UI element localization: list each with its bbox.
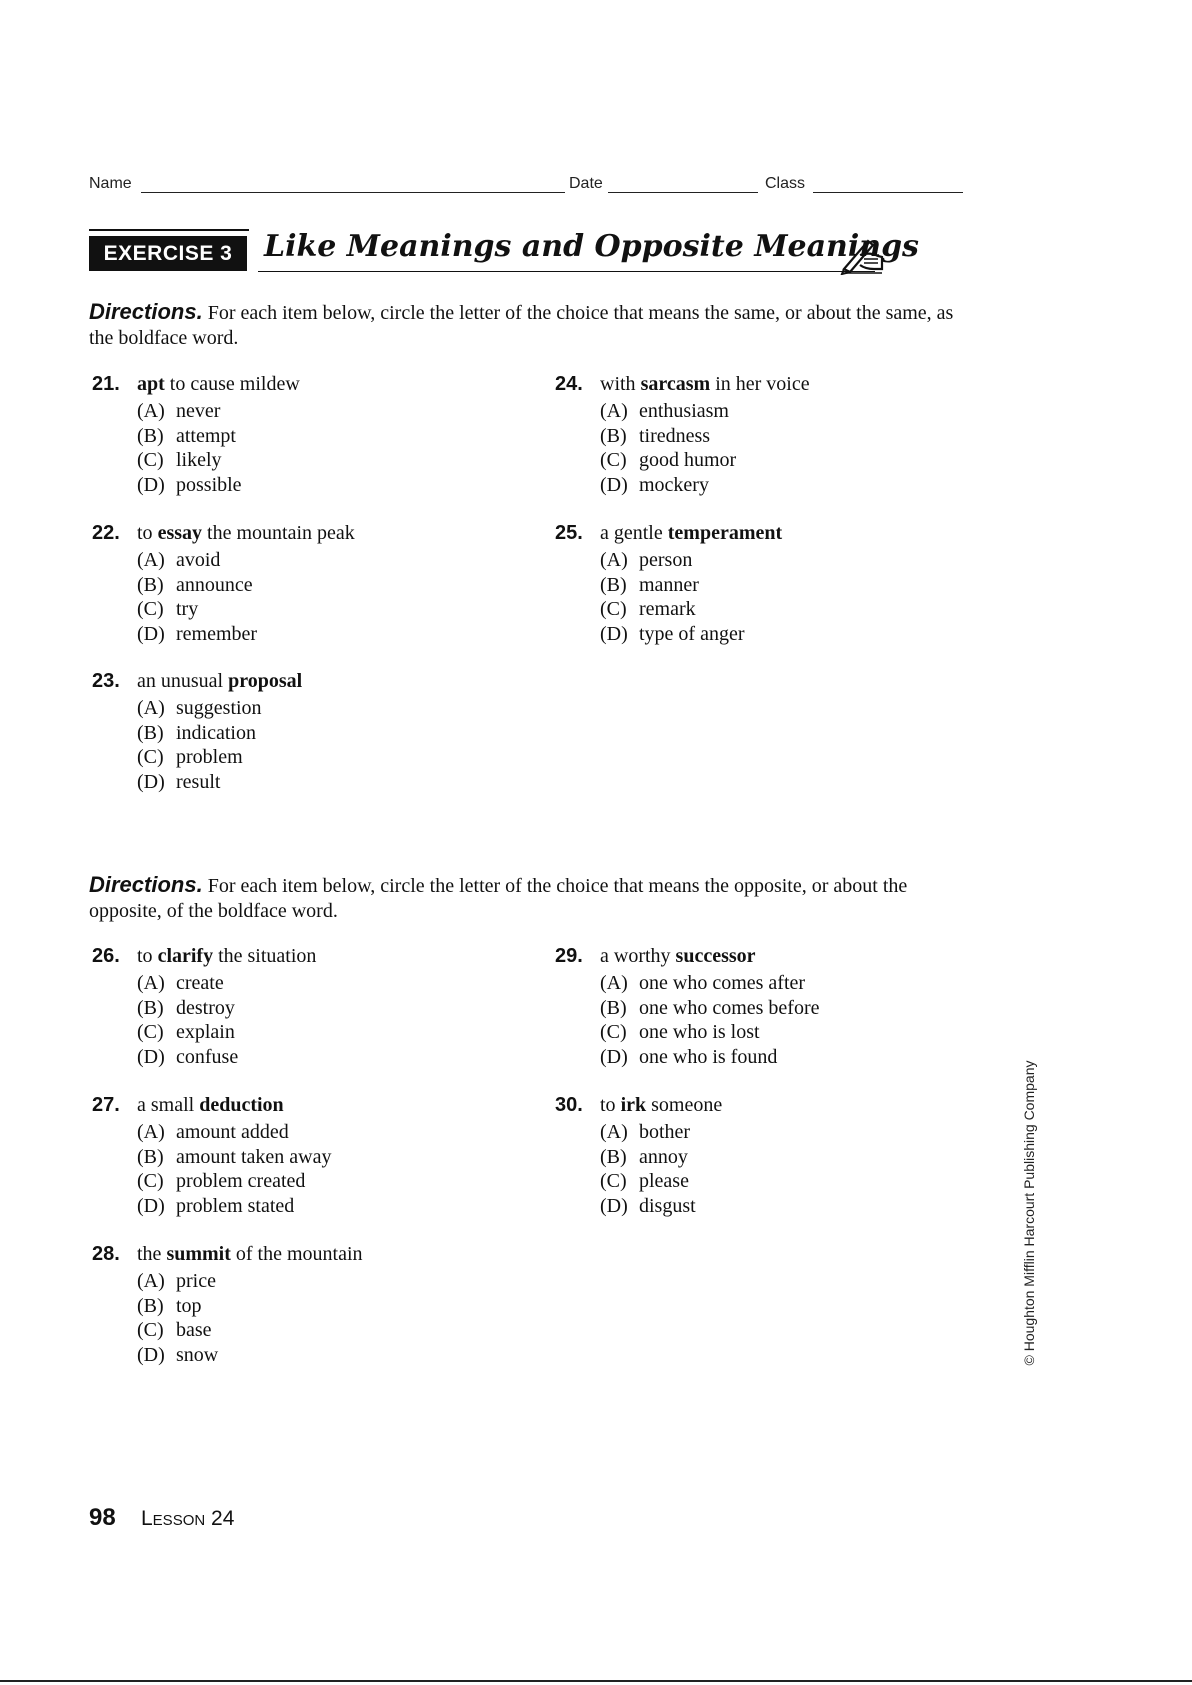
choice-letter[interactable]: (C) bbox=[137, 746, 164, 769]
choice-text: top bbox=[176, 1294, 202, 1317]
question-number: 21. bbox=[92, 373, 120, 395]
choice-text: possible bbox=[176, 473, 242, 496]
choice-text: annoy bbox=[639, 1145, 688, 1168]
choice-letter[interactable]: (C) bbox=[600, 1170, 627, 1193]
answer-choice[interactable] bbox=[137, 448, 522, 473]
answer-choice[interactable] bbox=[137, 399, 522, 424]
choice-letter[interactable]: (B) bbox=[137, 1294, 164, 1317]
choice-letter[interactable]: (D) bbox=[137, 1045, 165, 1068]
boldface-word: summit bbox=[166, 1243, 231, 1265]
boldface-word: clarify bbox=[157, 945, 214, 967]
choice-text: tiredness bbox=[639, 424, 711, 447]
choice-letter[interactable]: (B) bbox=[600, 996, 627, 1019]
choice-text: likely bbox=[176, 449, 222, 472]
answer-choice[interactable] bbox=[137, 548, 522, 573]
choice-letter[interactable]: (D) bbox=[600, 1194, 628, 1217]
choice-letter[interactable]: (D) bbox=[137, 1343, 165, 1366]
question-number: 29. bbox=[555, 945, 583, 967]
choice-letter[interactable]: (C) bbox=[137, 449, 164, 472]
choice-letter[interactable]: (B) bbox=[137, 573, 164, 596]
choice-text: never bbox=[176, 400, 221, 422]
choice-text: one who is lost bbox=[639, 1021, 760, 1044]
question-text: to clarify the situation bbox=[137, 945, 317, 967]
answer-choice[interactable] bbox=[600, 597, 985, 622]
answer-choice[interactable] bbox=[137, 1194, 522, 1219]
page-number: 98 bbox=[89, 1504, 116, 1531]
question-item bbox=[92, 518, 522, 646]
directions-same bbox=[89, 299, 974, 351]
directions-text: For each item below, circle the letter of the choice that means the same, or about the same, as the boldface word. bbox=[89, 302, 954, 349]
answer-choice[interactable] bbox=[600, 622, 985, 647]
directions-text: For each item below, circle the letter of the choice that means the opposite, or about the opposite, of the boldface word. bbox=[89, 875, 908, 922]
question-number: 30. bbox=[555, 1094, 583, 1116]
answer-choice[interactable] bbox=[137, 1294, 522, 1319]
question-stem bbox=[555, 941, 985, 971]
choice-letter[interactable]: (B) bbox=[137, 996, 164, 1019]
copyright-notice bbox=[1019, 1058, 1039, 1368]
answer-choice[interactable] bbox=[137, 424, 522, 449]
choice-letter[interactable]: (A) bbox=[137, 972, 165, 994]
choice-text: person bbox=[639, 549, 693, 571]
choice-letter[interactable]: (C) bbox=[137, 598, 164, 621]
answer-choice[interactable] bbox=[137, 1045, 522, 1070]
question-item bbox=[92, 1090, 522, 1218]
lesson-label: Lesson 24 bbox=[141, 1507, 235, 1530]
exercise-top-rule bbox=[89, 229, 249, 231]
answer-choice[interactable] bbox=[600, 1194, 985, 1219]
directions-label: Directions. bbox=[89, 299, 203, 324]
question-stem bbox=[555, 518, 985, 548]
answer-choice[interactable] bbox=[137, 1120, 522, 1145]
choice-letter[interactable]: (A) bbox=[137, 549, 165, 571]
exercise-title-underline bbox=[258, 271, 875, 272]
choice-text: attempt bbox=[176, 424, 236, 447]
choice-text: confuse bbox=[176, 1045, 239, 1068]
choice-letter[interactable]: (B) bbox=[137, 1145, 164, 1168]
choice-text: suggestion bbox=[176, 697, 262, 719]
choice-letter[interactable]: (B) bbox=[600, 1145, 627, 1168]
choice-text: indication bbox=[176, 721, 256, 744]
choice-text: disgust bbox=[639, 1194, 696, 1217]
choice-text: amount added bbox=[176, 1121, 289, 1143]
answer-choice[interactable] bbox=[600, 1169, 985, 1194]
choice-letter[interactable]: (A) bbox=[137, 400, 165, 422]
answer-choice[interactable] bbox=[137, 770, 522, 795]
choice-letter[interactable]: (C) bbox=[137, 1170, 164, 1193]
name-label: Name bbox=[89, 175, 132, 192]
choice-text: good humor bbox=[639, 449, 737, 472]
boldface-word: irk bbox=[620, 1094, 647, 1116]
choice-letter[interactable]: (A) bbox=[137, 1270, 165, 1292]
choice-letter[interactable]: (C) bbox=[600, 1021, 627, 1044]
choice-text: problem created bbox=[176, 1170, 306, 1193]
choice-text: avoid bbox=[176, 549, 221, 571]
choice-text: create bbox=[176, 972, 224, 994]
answer-choice[interactable] bbox=[137, 1318, 522, 1343]
choice-text: enthusiasm bbox=[639, 400, 729, 422]
question-number: 27. bbox=[92, 1094, 120, 1116]
copyright-text: © Houghton Mifflin Harcourt Publishing Company bbox=[1021, 1060, 1037, 1366]
question-item bbox=[555, 1090, 985, 1218]
answer-choice[interactable] bbox=[137, 1343, 522, 1368]
question-text: to essay the mountain peak bbox=[137, 522, 355, 544]
answer-choice[interactable] bbox=[137, 597, 522, 622]
question-number: 25. bbox=[555, 522, 583, 544]
choice-letter[interactable]: (B) bbox=[137, 424, 164, 447]
question-number: 26. bbox=[92, 945, 120, 967]
question-item bbox=[555, 369, 985, 497]
question-stem bbox=[92, 1239, 522, 1269]
question-stem bbox=[555, 1090, 985, 1120]
answer-choice[interactable] bbox=[600, 573, 985, 598]
boldface-word: apt bbox=[137, 373, 165, 395]
answer-choice[interactable] bbox=[137, 721, 522, 746]
choice-text: manner bbox=[639, 573, 699, 596]
question-text: a small deduction bbox=[137, 1094, 284, 1116]
question-number: 28. bbox=[92, 1243, 120, 1265]
question-stem bbox=[92, 941, 522, 971]
directions-label: Directions. bbox=[89, 872, 203, 897]
choice-letter[interactable]: (A) bbox=[137, 697, 165, 719]
question-item bbox=[92, 1239, 522, 1367]
answer-choice[interactable] bbox=[137, 1145, 522, 1170]
choice-letter[interactable]: (C) bbox=[137, 1319, 164, 1342]
answer-choice[interactable] bbox=[137, 622, 522, 647]
choice-letter[interactable]: (B) bbox=[137, 721, 164, 744]
choice-text: snow bbox=[176, 1343, 219, 1366]
choice-text: try bbox=[176, 598, 199, 621]
answer-choice[interactable] bbox=[137, 696, 522, 721]
question-item bbox=[92, 666, 522, 794]
answer-choice[interactable] bbox=[137, 745, 522, 770]
choice-text: problem bbox=[176, 746, 243, 769]
question-number: 24. bbox=[555, 373, 583, 395]
choice-letter[interactable]: (D) bbox=[137, 770, 165, 793]
boldface-word: sarcasm bbox=[640, 373, 711, 395]
question-number: 22. bbox=[92, 522, 120, 544]
choice-text: result bbox=[176, 770, 221, 793]
boldface-word: essay bbox=[157, 522, 203, 544]
question-text: with sarcasm in her voice bbox=[600, 373, 810, 395]
choice-letter[interactable]: (B) bbox=[600, 424, 627, 447]
class-label: Class bbox=[765, 175, 806, 192]
boldface-word: proposal bbox=[228, 670, 303, 692]
choice-text: one who comes before bbox=[639, 996, 820, 1019]
choice-text: explain bbox=[176, 1021, 235, 1044]
answer-choice[interactable] bbox=[137, 573, 522, 598]
choice-letter[interactable]: (A) bbox=[137, 1121, 165, 1143]
answer-choice[interactable] bbox=[137, 1169, 522, 1194]
choice-text: one who is found bbox=[639, 1045, 778, 1068]
choice-text: announce bbox=[176, 573, 253, 596]
answer-choice[interactable] bbox=[600, 971, 985, 996]
answer-choice[interactable] bbox=[600, 424, 985, 449]
choice-text: remember bbox=[176, 622, 258, 645]
answer-choice[interactable] bbox=[600, 996, 985, 1021]
choice-letter[interactable]: (B) bbox=[600, 573, 627, 596]
choice-letter[interactable]: (D) bbox=[137, 1194, 165, 1217]
choice-letter[interactable]: (D) bbox=[600, 622, 628, 645]
choice-text: mockery bbox=[639, 473, 709, 496]
boldface-word: temperament bbox=[667, 522, 783, 544]
choice-text: please bbox=[639, 1170, 689, 1193]
answer-choice[interactable] bbox=[137, 1269, 522, 1294]
question-stem bbox=[555, 369, 985, 399]
answer-choice[interactable] bbox=[600, 473, 985, 498]
choice-letter[interactable]: (A) bbox=[600, 1121, 628, 1143]
pencil-hand-icon bbox=[838, 235, 886, 275]
question-stem bbox=[92, 369, 522, 399]
choice-text: destroy bbox=[176, 996, 235, 1019]
choice-text: base bbox=[176, 1319, 212, 1342]
question-stem bbox=[92, 518, 522, 548]
question-item bbox=[92, 941, 522, 1069]
exercise-badge: EXERCISE 3 bbox=[89, 236, 247, 271]
choice-letter[interactable]: (C) bbox=[600, 449, 627, 472]
exercise-title: Like Meanings and Opposite Meanings bbox=[264, 229, 919, 264]
choice-text: bother bbox=[639, 1121, 691, 1143]
answer-choice[interactable] bbox=[600, 448, 985, 473]
answer-choice[interactable] bbox=[137, 1020, 522, 1045]
choice-letter[interactable]: (A) bbox=[600, 549, 628, 571]
answer-choice[interactable] bbox=[137, 996, 522, 1021]
answer-choice[interactable] bbox=[600, 1145, 985, 1170]
choice-text: one who comes after bbox=[639, 972, 806, 994]
choice-letter[interactable]: (A) bbox=[600, 972, 628, 994]
question-text: a worthy successor bbox=[600, 945, 756, 967]
directions-opposite bbox=[89, 872, 974, 924]
boldface-word: successor bbox=[675, 945, 756, 967]
date-label: Date bbox=[569, 175, 603, 192]
question-number: 23. bbox=[92, 670, 120, 692]
choice-letter[interactable]: (D) bbox=[600, 473, 628, 496]
page-bottom-edge bbox=[0, 1680, 1192, 1682]
answer-choice[interactable] bbox=[600, 399, 985, 424]
question-stem bbox=[92, 666, 522, 696]
choice-letter[interactable]: (C) bbox=[137, 1021, 164, 1044]
answer-choice[interactable] bbox=[600, 1120, 985, 1145]
choice-letter[interactable]: (C) bbox=[600, 598, 627, 621]
choice-text: problem stated bbox=[176, 1194, 295, 1217]
choice-letter[interactable]: (D) bbox=[600, 1045, 628, 1068]
question-stem bbox=[92, 1090, 522, 1120]
answer-choice[interactable] bbox=[137, 971, 522, 996]
class-field[interactable] bbox=[813, 192, 963, 193]
answer-choice[interactable] bbox=[600, 1045, 985, 1070]
choice-text: price bbox=[176, 1270, 216, 1292]
question-text: to irk someone bbox=[600, 1094, 723, 1116]
question-text: the summit of the mountain bbox=[137, 1243, 363, 1265]
choice-text: type of anger bbox=[639, 622, 745, 645]
name-field[interactable] bbox=[141, 192, 565, 193]
answer-choice[interactable] bbox=[600, 1020, 985, 1045]
answer-choice[interactable] bbox=[137, 473, 522, 498]
choice-letter[interactable]: (D) bbox=[137, 473, 165, 496]
question-item bbox=[92, 369, 522, 497]
question-text: a gentle temperament bbox=[600, 522, 783, 544]
question-text: apt to cause mildew bbox=[137, 373, 300, 395]
date-field[interactable] bbox=[608, 192, 758, 193]
question-item bbox=[555, 941, 985, 1069]
question-text: an unusual proposal bbox=[137, 670, 303, 692]
answer-choice[interactable] bbox=[600, 548, 985, 573]
choice-text: amount taken away bbox=[176, 1145, 332, 1168]
choice-text: remark bbox=[639, 598, 696, 621]
boldface-word: deduction bbox=[199, 1094, 284, 1116]
question-item bbox=[555, 518, 985, 646]
choice-letter[interactable]: (D) bbox=[137, 622, 165, 645]
choice-letter[interactable]: (A) bbox=[600, 400, 628, 422]
